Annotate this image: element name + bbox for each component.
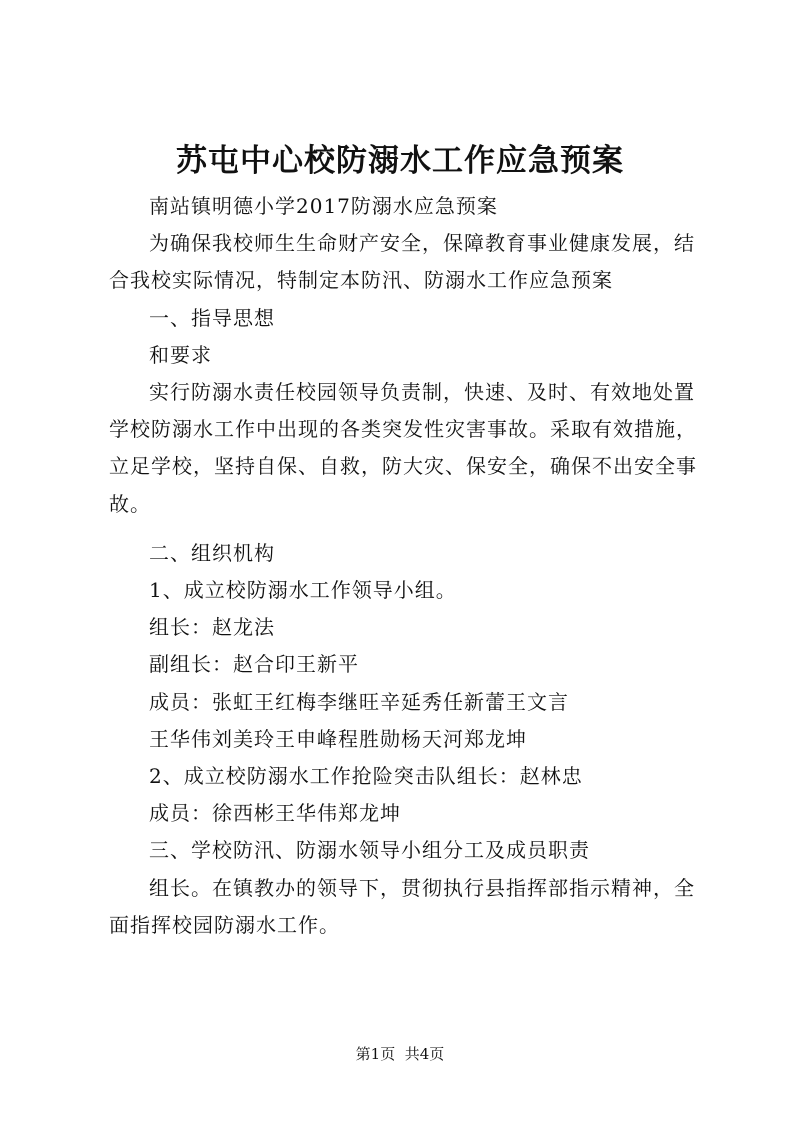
paragraph-leadership-group: 1、成立校防溺水工作领导小组。 <box>149 578 457 603</box>
document-title: 苏屯中心校防溺水工作应急预案 <box>176 143 624 179</box>
page-total: 共4页 <box>404 1045 445 1063</box>
section-heading-duties: 三、学校防汛、防溺水领导小组分工及成员职责 <box>149 838 590 863</box>
paragraph-rescue-members: 成员：徐西彬王华伟郑龙坤 <box>149 801 401 826</box>
paragraph-leader-duty: 组长。在镇教办的领导下，贯彻执行县指挥部指示精神，全面指挥校园防溺水工作。 <box>109 875 695 937</box>
document-body <box>109 188 709 944</box>
page-number: 第1页 <box>355 1045 396 1063</box>
page-footer <box>0 1044 800 1064</box>
paragraph-members-continued: 王华伟刘美玲王申峰程胜勋杨天河郑龙坤 <box>149 726 527 751</box>
paragraph-rescue-team: 2、成立校防溺水工作抢险突击队组长：赵林忠 <box>149 764 583 789</box>
paragraph-deputy-leader: 副组长：赵合印王新平 <box>149 652 359 677</box>
section-heading-organization: 二、组织机构 <box>149 540 275 565</box>
paragraph-group-leader: 组长：赵龙法 <box>149 615 275 640</box>
paragraph-guiding-thought: 实行防溺水责任校园领导负责制，快速、及时、有效地处置学校防溺水工作中出现的各类突发性灾害事故。采取有效措施，立足学校，坚持自保、自救，防大灾、保安全，确保不出安全事故。 <box>109 380 697 516</box>
section-heading-requirements: 和要求 <box>149 342 212 367</box>
section-heading-guiding-thought: 一、指导思想 <box>149 305 275 330</box>
paragraph-subtitle: 南站镇明德小学2017防溺水应急预案 <box>149 194 498 218</box>
paragraph-members: 成员：张虹王红梅李继旺辛延秀任新蕾王文言 <box>149 689 569 714</box>
paragraph-intro: 为确保我校师生生命财产安全，保障教育事业健康发展，结合我校实际情况，特制定本防汛、防溺水工作应急预案 <box>109 231 695 293</box>
